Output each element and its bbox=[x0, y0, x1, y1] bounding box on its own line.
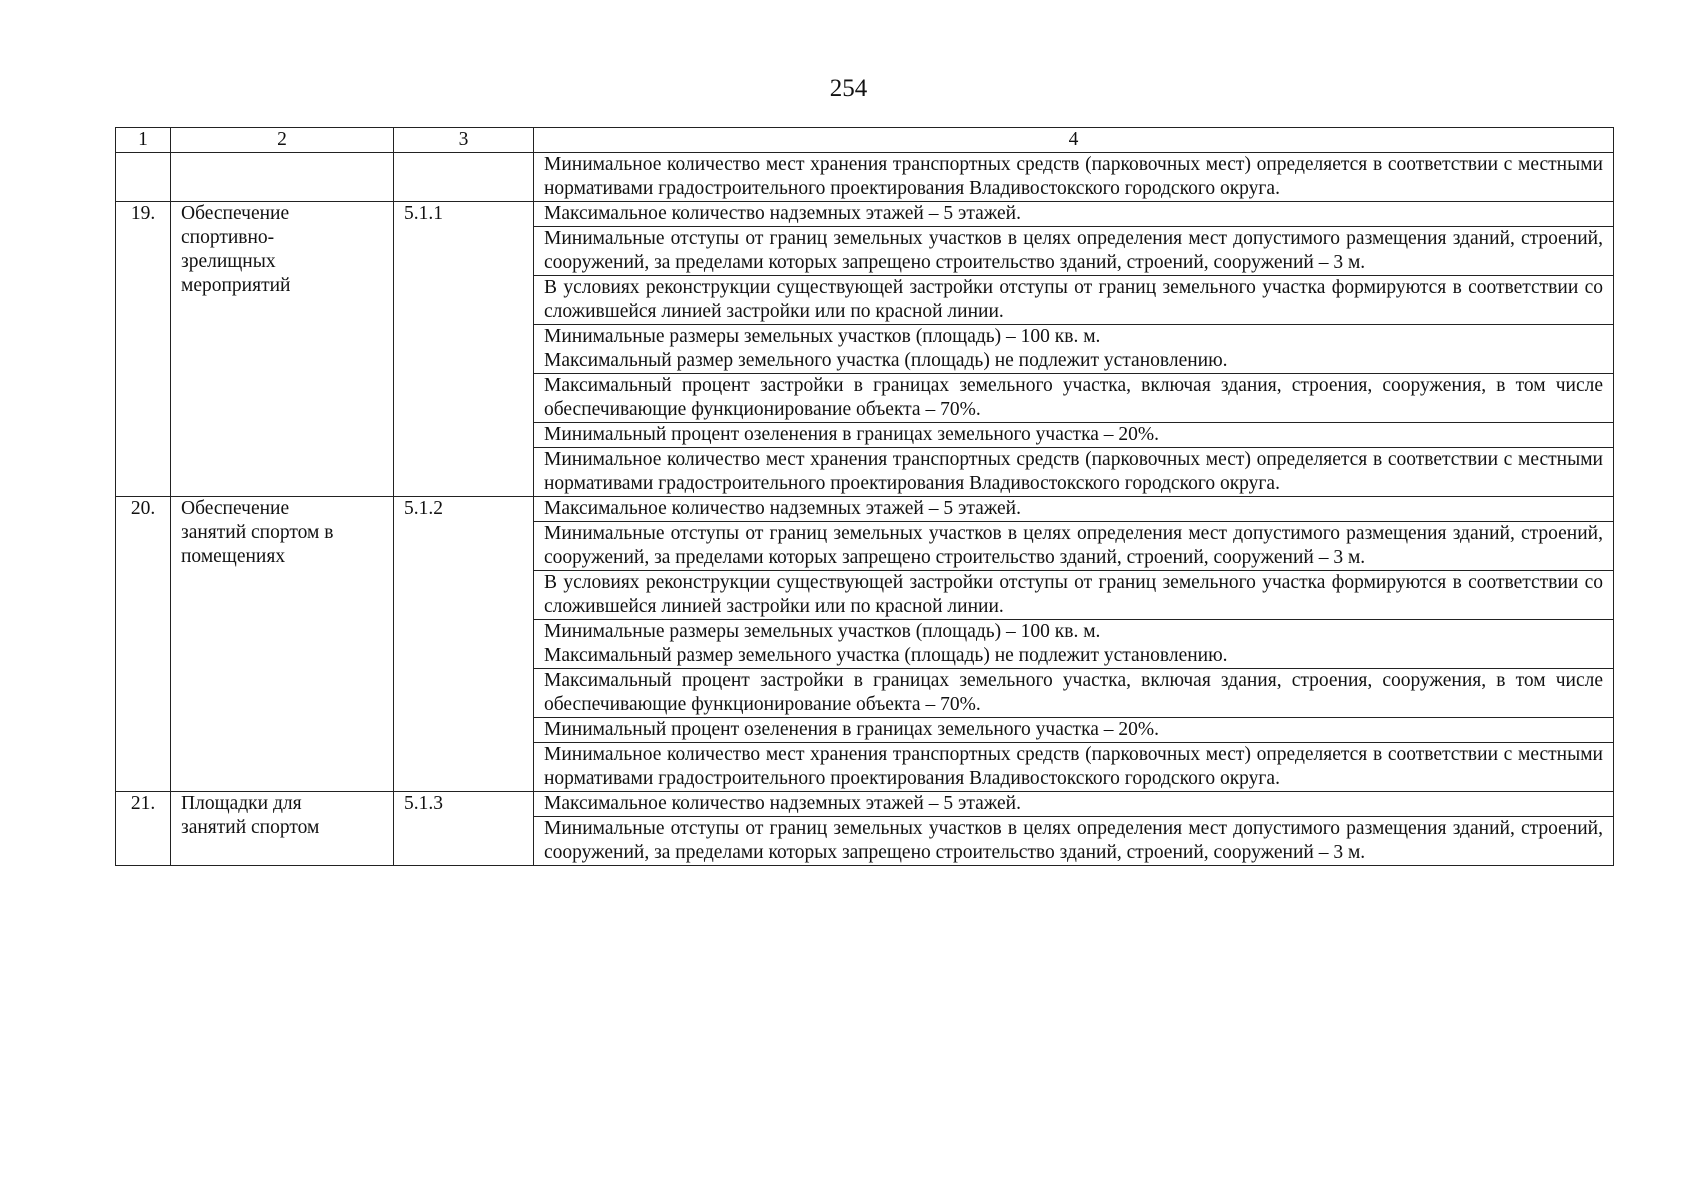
parameter-cell bbox=[534, 325, 1614, 374]
parameter-cell: Минимальный процент озеленения в границах земельного участка – 20%. bbox=[534, 423, 1614, 448]
table-body bbox=[116, 128, 1614, 866]
parameter-cell: Минимальные отступы от границ земельных участков в целях определения мест допустимого размещения зданий, строений, сооружений, за пределами которых запрещено строительство зданий, строений, сооружений – 3 м. bbox=[534, 522, 1614, 571]
parameter-cell: Максимальное количество надземных этажей – 5 этажей. bbox=[534, 202, 1614, 227]
parameter-line: Максимальный размер земельного участка (площадь) не подлежит установлению. bbox=[544, 645, 1228, 666]
use-type-name-line: Площадки для bbox=[181, 793, 302, 814]
row-number: 19. bbox=[116, 202, 171, 497]
parameter-cell: Минимальный процент озеленения в границах земельного участка – 20%. bbox=[534, 718, 1614, 743]
parameter-cell: В условиях реконструкции существующей застройки отступы от границ земельного участка формируются в соответствии со сложившейся линией застройки или по красной линии. bbox=[534, 571, 1614, 620]
column-header: 2 bbox=[171, 128, 394, 153]
page-number: 254 bbox=[829, 75, 868, 102]
num-cell bbox=[116, 153, 171, 202]
parameter-cell: В условиях реконструкции существующей застройки отступы от границ земельного участка формируются в соответствии со сложившейся линией застройки или по красной линии. bbox=[534, 276, 1614, 325]
table-row bbox=[116, 792, 1614, 817]
use-type-name-line: занятий спортом bbox=[181, 817, 320, 838]
name-cell bbox=[171, 153, 394, 202]
row-number: 20. bbox=[116, 497, 171, 792]
parameter-cell: Минимальное количество мест хранения транспортных средств (парковочных мест) определяется в соответствии с местными нормативами градостроительного проектирования Владивостокского городского округа. bbox=[534, 153, 1614, 202]
use-type-name bbox=[171, 497, 394, 792]
use-type-name-line: Обеспечение bbox=[181, 203, 290, 224]
use-type-name-line: мероприятий bbox=[181, 275, 291, 296]
use-type-code: 5.1.3 bbox=[394, 792, 534, 866]
parameter-cell: Минимальное количество мест хранения транспортных средств (парковочных мест) определяется в соответствии с местными нормативами градостроительного проектирования Владивостокского городского округа. bbox=[534, 448, 1614, 497]
row-number: 21. bbox=[116, 792, 171, 866]
use-type-name bbox=[171, 202, 394, 497]
use-type-name-line: зрелищных bbox=[181, 251, 276, 272]
use-type-name-line: помещениях bbox=[181, 546, 286, 567]
parameter-cell: Максимальное количество надземных этажей – 5 этажей. bbox=[534, 792, 1614, 817]
column-header: 1 bbox=[116, 128, 171, 153]
use-type-code: 5.1.1 bbox=[394, 202, 534, 497]
header-row bbox=[116, 128, 1614, 153]
code-cell bbox=[394, 153, 534, 202]
use-type-name-line: спортивно- bbox=[181, 227, 275, 248]
parameter-line: Максимальный размер земельного участка (площадь) не подлежит установлению. bbox=[544, 350, 1228, 371]
parameter-cell: Минимальное количество мест хранения транспортных средств (парковочных мест) определяется в соответствии с местными нормативами градостроительного проектирования Владивостокского городского округа. bbox=[534, 743, 1614, 792]
parameter-cell bbox=[534, 620, 1614, 669]
use-type-name-line: занятий спортом в bbox=[181, 522, 334, 543]
table-row bbox=[116, 202, 1614, 227]
parameter-cell: Максимальное количество надземных этажей – 5 этажей. bbox=[534, 497, 1614, 522]
parameter-cell: Максимальный процент застройки в границах земельного участка, включая здания, строения, сооружения, в том числе обеспечивающие функционирование объекта – 70%. bbox=[534, 374, 1614, 423]
use-type-name-line: Обеспечение bbox=[181, 498, 290, 519]
column-header: 3 bbox=[394, 128, 534, 153]
use-type-code: 5.1.2 bbox=[394, 497, 534, 792]
regulations-table bbox=[115, 127, 1614, 866]
parameter-line: Минимальные размеры земельных участков (площадь) – 100 кв. м. bbox=[544, 621, 1101, 642]
parameter-line: Минимальные размеры земельных участков (площадь) – 100 кв. м. bbox=[544, 326, 1101, 347]
parameter-cell: Максимальный процент застройки в границах земельного участка, включая здания, строения, сооружения, в том числе обеспечивающие функционирование объекта – 70%. bbox=[534, 669, 1614, 718]
use-type-name bbox=[171, 792, 394, 866]
parameter-cell: Минимальные отступы от границ земельных участков в целях определения мест допустимого размещения зданий, строений, сооружений, за пределами которых запрещено строительство зданий, строений, сооружений – 3 м. bbox=[534, 227, 1614, 276]
table-row bbox=[116, 497, 1614, 522]
continuation-row bbox=[116, 153, 1614, 202]
parameter-cell: Минимальные отступы от границ земельных участков в целях определения мест допустимого размещения зданий, строений, сооружений, за пределами которых запрещено строительство зданий, строений, сооружений – 3 м. bbox=[534, 817, 1614, 866]
column-header: 4 bbox=[534, 128, 1614, 153]
